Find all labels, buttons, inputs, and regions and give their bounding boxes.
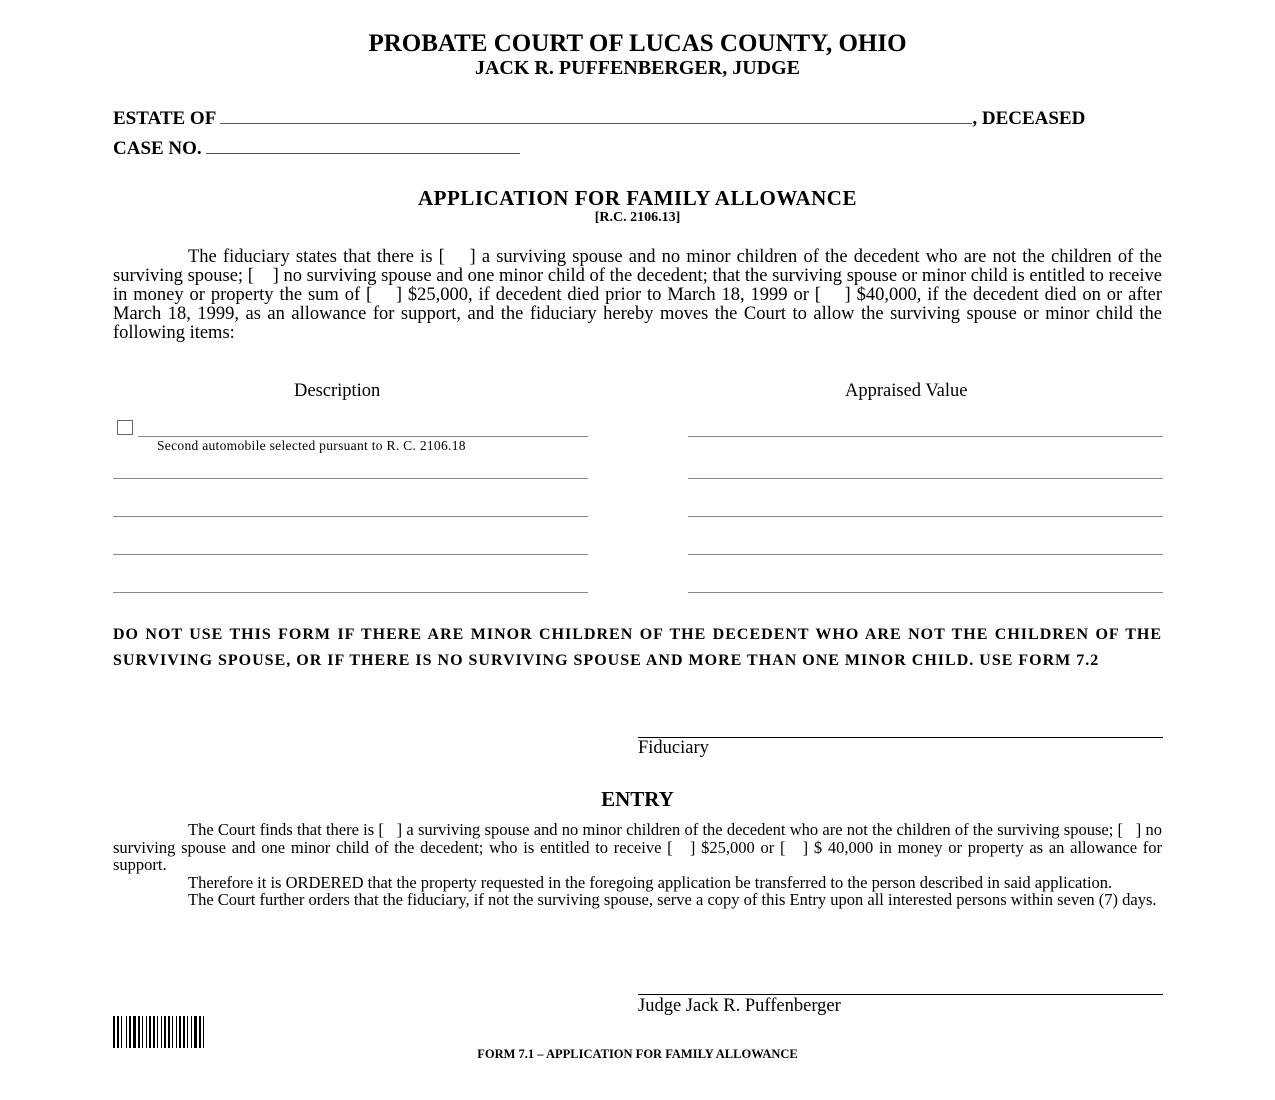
barcode-bar — [121, 1016, 122, 1048]
application-paragraph: The fiduciary states that there is [ ] a surviving spouse and no minor children of the decedent who are not the children of the surviving spouse; [ ] no surviving spouse and one minor child of the decedent; that the surviving spouse or minor child is entitled to receive in money or property the sum of [ ] $25,000, if decedent died prior to March 18, 1999 or [ ] $40,000, if the decedent died on or after March 18, 1999, as an allowance for support, and the fiduciary hereby moves the Court to allow the surviving spouse or minor child the following items: — [113, 247, 1167, 343]
entry-service-paragraph: The Court further orders that the fiduciary, if not the surviving spouse, serve a copy of this Entry upon all interested persons within seven (7) days. — [188, 890, 1157, 909]
barcode — [113, 1016, 283, 1048]
judge-signature-label: Judge Jack R. Puffenberger — [638, 996, 841, 1016]
estate-label: ESTATE OF — [113, 108, 216, 129]
fiduciary-label: Fiduciary — [638, 738, 709, 758]
description-header: Description — [294, 381, 381, 401]
judge-signature-line[interactable] — [638, 994, 1163, 995]
entry-title: ENTRY — [601, 787, 674, 811]
barcode-bar — [113, 1016, 115, 1048]
automobile-note: Second automobile selected pursuant to R. C. 2106.18 — [157, 438, 466, 453]
description-line-3[interactable] — [113, 516, 588, 517]
second-automobile-checkbox[interactable] — [117, 420, 133, 435]
entry-finding-paragraph: The Court finds that there is [ ] a surviving spouse and no minor children of the decedent who are not the children of the surviving spouse; [ ] no surviving spouse and one minor child of the decedent; who is entitled to receive [ ] $25,000 or [ ] $ 40,000 in money or property as an allowance for support. — [113, 820, 1167, 874]
form-footer: FORM 7.1 – APPLICATION FOR FAMILY ALLOWANCE — [477, 1047, 798, 1061]
case-number-field[interactable] — [206, 153, 520, 154]
barcode-bar — [146, 1016, 147, 1048]
barcode-bar — [183, 1016, 185, 1048]
barcode-bar — [176, 1016, 177, 1048]
barcode-bar — [153, 1016, 155, 1048]
entry-body — [113, 820, 1167, 909]
form-title: APPLICATION FOR FAMILY ALLOWANCE — [418, 186, 857, 210]
barcode-bar — [191, 1016, 192, 1048]
value-line-5[interactable] — [688, 592, 1163, 593]
judge-name: JACK R. PUFFENBERGER, JUDGE — [474, 57, 800, 79]
value-line-1[interactable] — [688, 436, 1163, 437]
estate-line — [113, 108, 1085, 130]
barcode-bar — [126, 1016, 127, 1048]
value-line-4[interactable] — [688, 554, 1163, 555]
case-line — [113, 138, 520, 160]
entry-order-paragraph: Therefore it is ORDERED that the property requested in the foregoing application be transferred to the person described in said application. — [188, 872, 1113, 892]
deceased-label: , DECEASED — [972, 108, 1086, 129]
barcode-bar — [168, 1016, 170, 1048]
barcode-bar — [149, 1016, 151, 1048]
warning-notice: DO NOT USE THIS FORM IF THERE ARE MINOR CHILDREN OF THE DECEDENT WHO ARE NOT THE CHILDREN OF THE SURVIVING SPOUSE, OR IF THERE IS NO SURVIVING SPOUSE AND MORE THAN ONE MINOR CHILD. USE FORM 7.2 — [113, 626, 1162, 669]
estate-name-field[interactable] — [220, 123, 972, 124]
court-name: PROBATE COURT OF LUCAS COUNTY, OHIO — [368, 30, 907, 57]
barcode-bar — [172, 1016, 173, 1048]
barcode-bar — [133, 1016, 136, 1048]
barcode-bar — [187, 1016, 188, 1048]
barcode-bar — [179, 1016, 181, 1048]
barcode-bar — [138, 1016, 140, 1048]
barcode-bar — [194, 1016, 197, 1048]
barcode-bar — [164, 1016, 166, 1048]
barcode-bar — [142, 1016, 143, 1048]
value-line-3[interactable] — [688, 516, 1163, 517]
case-no-label: CASE NO. — [113, 138, 202, 159]
statute-ref: [R.C. 2106.13] — [594, 210, 681, 225]
barcode-bar — [157, 1016, 158, 1048]
barcode-bar — [117, 1016, 119, 1048]
description-line-4[interactable] — [113, 554, 588, 555]
barcode-bar — [161, 1016, 162, 1048]
barcode-bar — [199, 1016, 201, 1048]
description-line-5[interactable] — [113, 592, 588, 593]
description-line-2[interactable] — [113, 478, 588, 479]
value-line-2[interactable] — [688, 478, 1163, 479]
appraised-value-header: Appraised Value — [845, 381, 968, 401]
barcode-bar — [203, 1016, 204, 1048]
barcode-bar — [129, 1016, 131, 1048]
fiduciary-signature-line[interactable] — [638, 737, 1163, 738]
description-line-1[interactable] — [138, 436, 588, 437]
